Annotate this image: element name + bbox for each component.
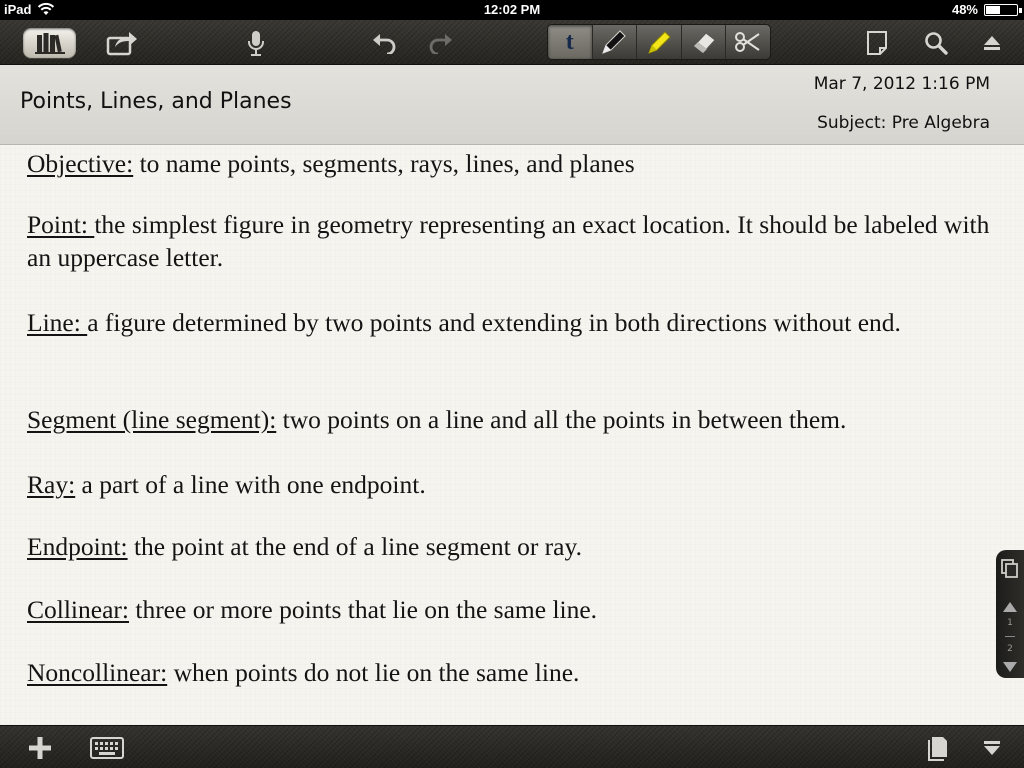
- pen-icon: [599, 28, 629, 56]
- status-bar: [0, 0, 1024, 20]
- battery-percent: 48%: [951, 2, 978, 17]
- definition-text: to name points, segments, rays, lines, and planes: [133, 149, 635, 178]
- definition-text: the point at the end of a line segment or ray.: [127, 532, 582, 561]
- microphone-icon: [245, 29, 267, 57]
- note-date: Mar 7, 2012 1:16 PM: [813, 74, 990, 94]
- down-arrow-icon: [983, 739, 1001, 757]
- term-label: Ray:: [27, 470, 76, 499]
- redo-icon: [427, 32, 453, 54]
- note-header: [0, 65, 1024, 145]
- page-button[interactable]: [864, 29, 890, 57]
- page-indicator: [996, 550, 1024, 678]
- undo-button[interactable]: [370, 29, 400, 57]
- keyboard-button[interactable]: [89, 736, 125, 760]
- pages-button[interactable]: [926, 734, 950, 762]
- term-label: Segment (line segment):: [27, 405, 277, 434]
- battery-icon: [984, 4, 1018, 16]
- library-icon: [34, 32, 66, 54]
- definition-text: three or more points that lie on the same line.: [128, 595, 598, 624]
- term-label: Point:: [27, 210, 95, 239]
- eraser-icon: [689, 28, 719, 56]
- note-paragraph-ray: [27, 468, 992, 501]
- note-paragraph-noncollinear: [27, 656, 992, 689]
- eject-icon: [982, 34, 1002, 52]
- note-title[interactable]: Points, Lines, and Planes: [20, 89, 292, 114]
- definition-text: when points do not lie on the same line.: [167, 658, 580, 687]
- text-tool[interactable]: [548, 25, 593, 59]
- note-subject[interactable]: Subject: Pre Algebra: [817, 113, 990, 133]
- note-paragraph-collinear: [27, 593, 992, 626]
- collapse-button[interactable]: [981, 736, 1003, 760]
- highlighter-icon: [644, 28, 674, 56]
- note-paragraph-line: [27, 306, 992, 339]
- term-label: Objective:: [27, 149, 134, 178]
- microphone-button[interactable]: [243, 28, 269, 58]
- search-button[interactable]: [922, 29, 950, 57]
- add-icon: [27, 735, 53, 761]
- definition-text: two points on a line and all the points in between them.: [276, 405, 847, 434]
- share-button[interactable]: [105, 29, 139, 57]
- term-label: Collinear:: [27, 595, 129, 624]
- text-tool-glyph: t: [565, 28, 574, 55]
- page-separator: [1005, 636, 1015, 637]
- page-icon: [866, 30, 888, 56]
- note-paragraph-endpoint: [27, 530, 992, 563]
- device-name: iPad: [4, 2, 32, 17]
- copy-pages-icon[interactable]: [1000, 558, 1020, 580]
- share-icon: [106, 30, 138, 56]
- battery-fill: [986, 6, 1000, 14]
- eject-button[interactable]: [978, 29, 1006, 57]
- search-icon: [924, 31, 948, 55]
- note-content[interactable]: [0, 145, 1024, 725]
- term-label: Line:: [27, 308, 88, 337]
- add-button[interactable]: [26, 734, 54, 762]
- pen-tool[interactable]: [593, 25, 638, 59]
- clock: 12:02 PM: [483, 2, 541, 17]
- term-label: Endpoint:: [27, 532, 128, 561]
- note-paragraph-objective: [27, 147, 992, 180]
- scissors-icon: [733, 28, 763, 56]
- library-button[interactable]: [23, 28, 76, 58]
- pages-icon: [927, 735, 949, 761]
- definition-text: a part of a line with one endpoint.: [75, 470, 426, 499]
- undo-icon: [372, 32, 398, 54]
- note-paragraph-point: [27, 208, 992, 274]
- scissors-tool[interactable]: [726, 25, 770, 59]
- highlighter-tool[interactable]: [637, 25, 682, 59]
- bottom-toolbar: [0, 725, 1024, 768]
- page-up-icon[interactable]: [1003, 602, 1017, 612]
- top-toolbar: [0, 20, 1024, 65]
- page-down-icon[interactable]: [1003, 662, 1017, 672]
- term-label: Noncollinear:: [27, 658, 168, 687]
- definition-text: a figure determined by two points and extending in both directions without end.: [87, 308, 901, 337]
- tool-selector: [547, 24, 771, 60]
- page-number-total: 2: [1007, 644, 1013, 654]
- keyboard-icon: [90, 737, 124, 759]
- eraser-tool[interactable]: [682, 25, 727, 59]
- definition-text: the simplest figure in geometry representing an exact location. It should be labeled with an uppercase letter.: [27, 210, 990, 272]
- note-paragraph-segment: [27, 403, 992, 436]
- page-number-current: 1: [1007, 618, 1013, 628]
- redo-button[interactable]: [425, 29, 455, 57]
